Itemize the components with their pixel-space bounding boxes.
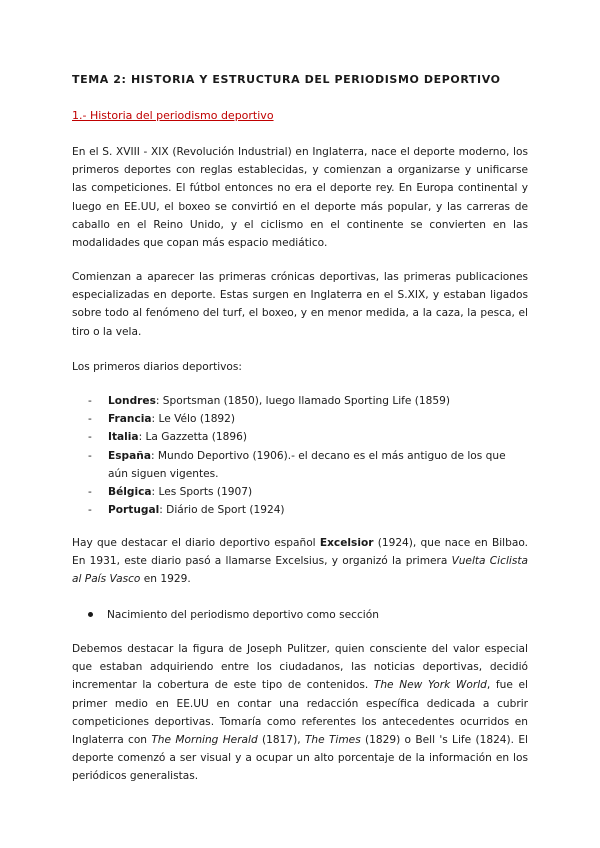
paragraph-excelsior bbox=[72, 534, 528, 589]
list-item-country: Italia bbox=[108, 431, 139, 444]
text-run: Hay que destacar el diario deportivo español bbox=[72, 537, 320, 549]
list-item bbox=[88, 447, 528, 483]
text-run: (1829) o Bell 's Life (1824). El deporte comenzó a ser visual y a ocupar un alto porcentaje de la información en los periódicos generalistas. bbox=[72, 734, 528, 783]
list-item-text: : Les Sports (1907) bbox=[151, 486, 253, 499]
list-item-text: : La Gazzetta (1896) bbox=[138, 431, 248, 444]
race-name-italic: Vuelta Ciclista al País Vasco bbox=[72, 555, 528, 586]
paragraph-pulitzer bbox=[72, 640, 528, 786]
list-item bbox=[88, 483, 528, 501]
bullet-dot-icon bbox=[88, 612, 93, 617]
section-heading: 1.- Historia del periodismo deportivo bbox=[72, 109, 274, 122]
list-item bbox=[88, 410, 528, 428]
list-item-country: Londres bbox=[108, 395, 156, 407]
bullet-item bbox=[88, 606, 379, 624]
newspaper-name-bold: Excelsior bbox=[319, 537, 374, 549]
list-dash: - bbox=[88, 449, 92, 462]
publication-italic: The New York World bbox=[373, 679, 487, 692]
text-run: en 1929. bbox=[140, 573, 191, 586]
text-run: Debemos destacar la figura de Joseph Pulitzer, quien consciente del valor especial que estaban adquiriendo entre los ciudadanos, las noticias deportivas, decidió incrementar la cobertura de este tipo de contenidos. bbox=[72, 643, 528, 692]
list-item-country: Portugal bbox=[108, 504, 160, 517]
list-item-text: : Mundo Deportivo (1906).- el decano es el más antiguo de los que aún siguen vigentes. bbox=[108, 449, 506, 480]
list-item-country: España bbox=[108, 449, 151, 462]
paragraph-chronicles: Comienzan a aparecer las primeras crónicas deportivas, las primeras publicaciones especializadas en deporte. Estas surgen en Inglaterra en el S.XIX, y estaban ligados sobre todo al fenómeno del turf, el boxeo, y en menor medida, a la caza, la pesca, el tiro o la vela. bbox=[72, 271, 528, 338]
list-dash: - bbox=[88, 486, 92, 499]
text-run: , fue el primer medio en EE.UU en contar una redacción específica dedicada a cubrir competiciones deportivas. Tomaría como referentes los antecedentes ocurridos en Inglaterra con bbox=[72, 679, 528, 747]
list-dash: - bbox=[88, 413, 92, 426]
list-intro: Los primeros diarios deportivos: bbox=[72, 361, 243, 373]
list-item-country: Bélgica bbox=[108, 486, 152, 499]
list-item bbox=[88, 428, 528, 446]
list-dash: - bbox=[88, 504, 92, 517]
list-item-country: Francia bbox=[108, 413, 152, 426]
publication-italic: The Times bbox=[304, 734, 361, 747]
list-item bbox=[88, 392, 528, 410]
bullet-item-text: Nacimiento del periodismo deportivo como sección bbox=[107, 609, 379, 621]
publication-italic: The Morning Herald bbox=[151, 734, 258, 747]
text-run: (1924), que nace en Bilbao. En 1931, este diario pasó a llamarse Excelsius, y organizó la primera bbox=[72, 537, 529, 568]
list-item-text: : Sportsman (1850), luego llamado Sporting Life (1859) bbox=[155, 395, 451, 407]
list-dash: - bbox=[88, 431, 92, 444]
page-title: TEMA 2: HISTORIA Y ESTRUCTURA DEL PERIODISMO DEPORTIVO bbox=[72, 73, 501, 86]
paragraph-intro: En el S. XVIII - XIX (Revolución Industrial) en Inglaterra, nace el deporte moderno, los primeros deportes con reglas establecidas, y comienzan a organizarse y unificarse las competiciones. El fútbol entonces no era el deporte rey. En Europa continental y luego en EE.UU, el boxeo se convirtió en el deporte más popular, y las carreras de caballo en el Reino Unido, y el ciclismo en el continente se convierten en las modalidades que copan más espacio mediático. bbox=[72, 146, 528, 250]
list-item bbox=[88, 501, 528, 519]
newspaper-list bbox=[88, 392, 528, 519]
text-run: (1817), bbox=[257, 734, 305, 747]
list-item-text: : Diário de Sport (1924) bbox=[159, 504, 285, 517]
list-dash: - bbox=[88, 395, 92, 407]
list-item-text: : Le Vélo (1892) bbox=[151, 413, 236, 426]
